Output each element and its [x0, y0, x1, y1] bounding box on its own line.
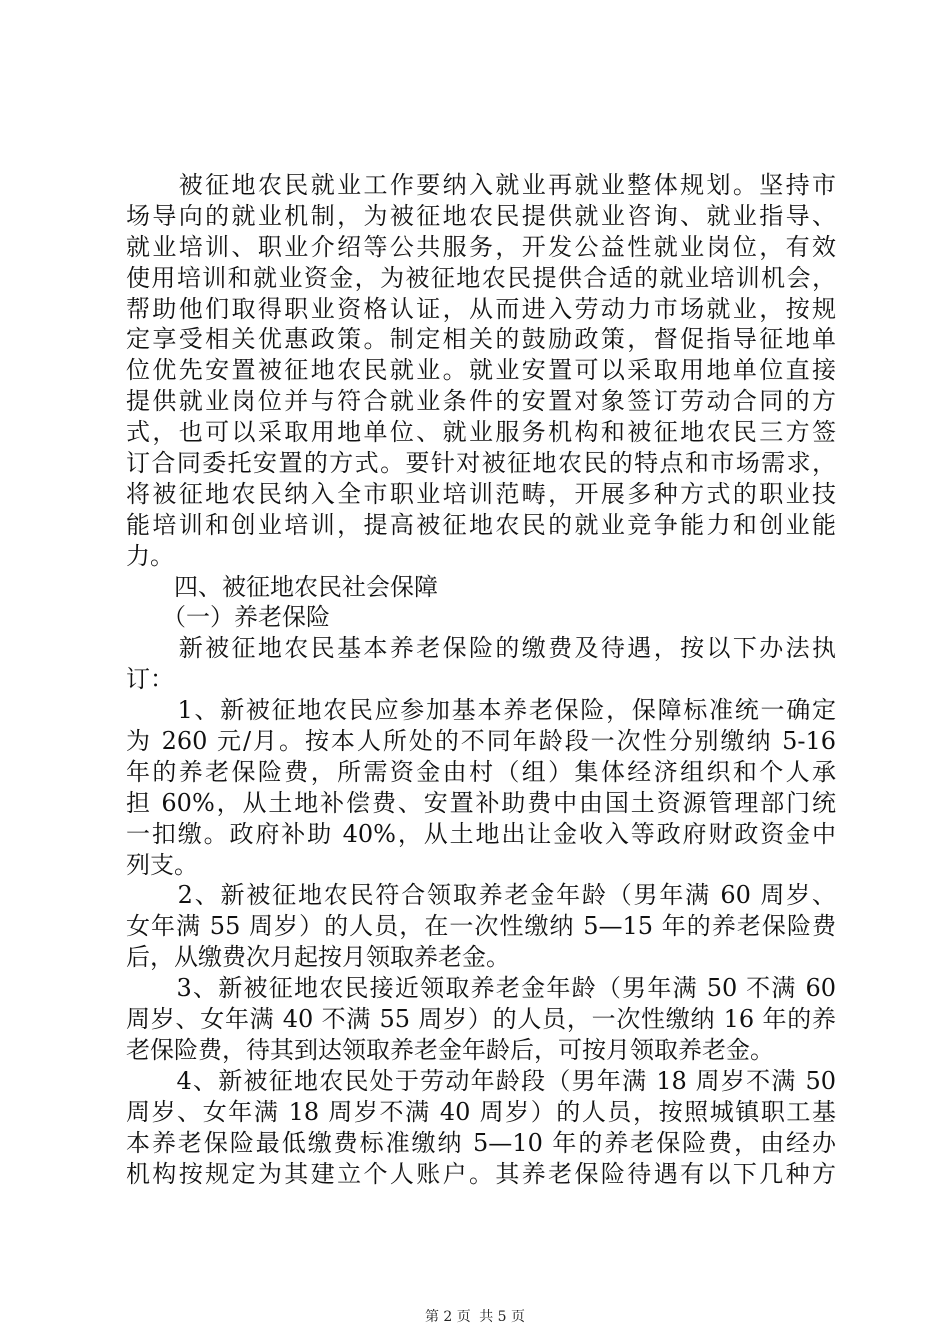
text-line: 周岁、女年满 18 周岁不满 40 周岁）的人员，按照城镇职工基 — [126, 1097, 836, 1126]
page-total: 共 5 页 — [479, 1309, 526, 1325]
text-line: 年的养老保险费，所需资金由村（组）集体经济组织和个人承 — [126, 757, 836, 786]
text-line: 2、新被征地农民符合领取养老金年龄（男年满 60 周岁、 — [126, 881, 836, 910]
text-line: 机构按规定为其建立个人账户。其养老保险待遇有以下几种方 — [126, 1159, 836, 1188]
text-line: 一扣缴。政府补助 40%，从土地出让金收入等政府财政资金中 — [126, 819, 836, 848]
text-line: 提供就业岗位并与符合就业条件的安置对象签订劳动合同的方 — [126, 387, 836, 416]
text-line: 周岁、女年满 40 不满 55 周岁）的人员，一次性缴纳 16 年的养 — [126, 1005, 836, 1034]
text-line: 新被征地农民基本养老保险的缴费及待遇，按以下办法执 — [126, 634, 836, 663]
subsection-heading: （一）养老保险 — [126, 603, 330, 632]
text-line: 4、新被征地农民处于劳动年龄段（男年满 18 周岁不满 50 — [126, 1066, 836, 1095]
text-line: 帮助他们取得职业资格认证，从而进入劳动力市场就业，按规 — [126, 294, 836, 323]
text-line: 就业培训、职业介绍等公共服务，开发公益性就业岗位，有效 — [126, 232, 836, 261]
text-line: 本养老保险最低缴费标准缴纳 5—10 年的养老保险费，由经办 — [126, 1128, 836, 1157]
text-line: 被征地农民就业工作要纳入就业再就业整体规划。坚持市 — [126, 171, 836, 199]
text-line: 订： — [126, 665, 174, 694]
text-line: 订合同委托安置的方式。要针对被征地农民的特点和市场需求， — [126, 449, 836, 478]
text-line: 力。 — [126, 541, 174, 570]
text-line: 将被征地农民纳入全市职业培训范畴，开展多种方式的职业技 — [126, 479, 836, 508]
text-line: 场导向的就业机制，为被征地农民提供就业咨询、就业指导、 — [126, 201, 836, 230]
text-line: 为 260 元/月。按本人所处的不同年龄段一次性分别缴纳 5-16 — [126, 727, 836, 756]
text-line: 列支。 — [126, 850, 198, 879]
text-line: 后，从缴费次月起按月领取养老金。 — [126, 943, 510, 972]
page-footer — [0, 1308, 950, 1326]
body-text — [126, 170, 836, 1189]
text-line: 担 60%，从土地补偿费、安置补助费中由国土资源管理部门统 — [126, 788, 836, 817]
page-number: 第 2 页 — [424, 1309, 471, 1325]
text-line: 位优先安置被征地农民就业。就业安置可以采取用地单位直接 — [126, 356, 836, 385]
text-line: 定享受相关优惠政策。制定相关的鼓励政策，督促指导征地单 — [126, 325, 836, 354]
section-heading: 四、被征地农民社会保障 — [126, 572, 438, 601]
text-line: 能培训和创业培训，提高被征地农民的就业竞争能力和创业能 — [126, 510, 836, 539]
text-line: 老保险费，待其到达领取养老金年龄后，可按月领取养老金。 — [126, 1035, 774, 1064]
text-line: 式，也可以采取用地单位、就业服务机构和被征地农民三方签 — [126, 418, 836, 447]
text-line: 3、新被征地农民接近领取养老金年龄（男年满 50 不满 60 — [126, 974, 836, 1003]
text-line: 1、新被征地农民应参加基本养老保险，保障标准统一确定 — [126, 696, 836, 725]
text-line: 女年满 55 周岁）的人员，在一次性缴纳 5—15 年的养老保险费 — [126, 912, 836, 941]
text-line: 使用培训和就业资金，为被征地农民提供合适的就业培训机会， — [126, 263, 836, 292]
